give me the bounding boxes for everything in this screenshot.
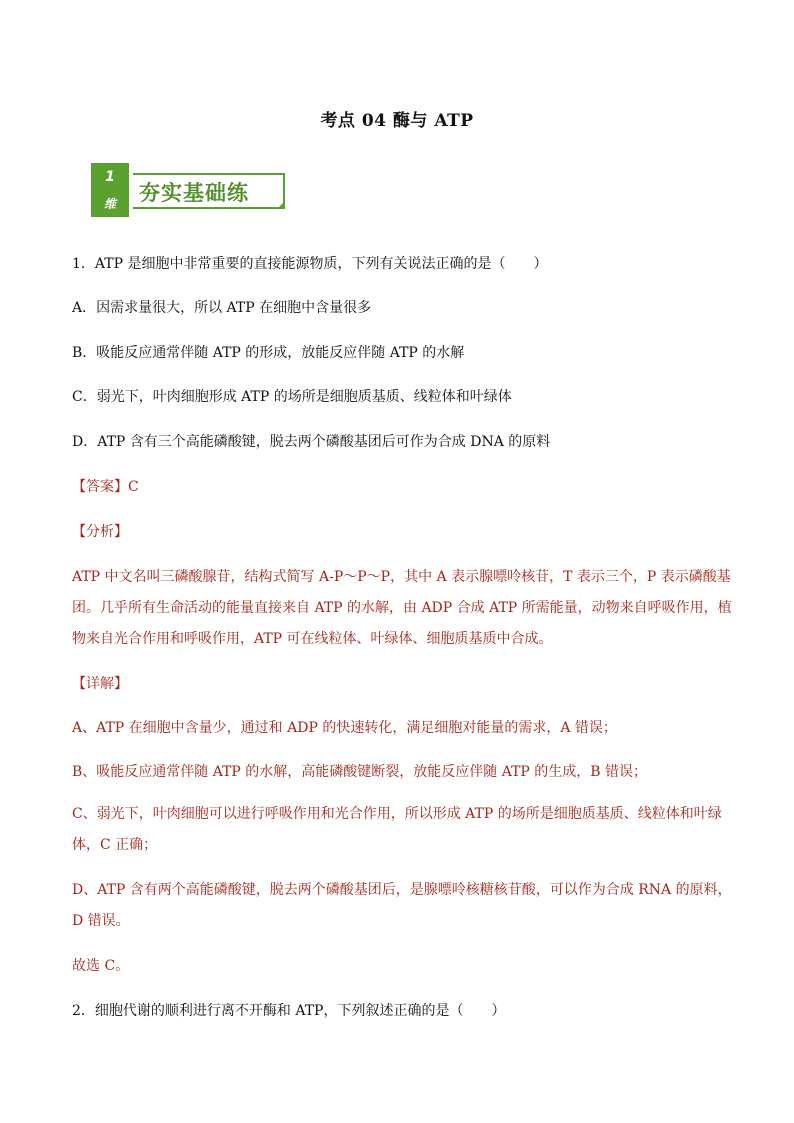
question-1-option-d: D．ATP 含有三个高能磷酸键，脱去两个磷酸基团后可作为合成 DNA 的原料 bbox=[72, 434, 551, 450]
detail-item-d: D、ATP 含有两个高能磷酸键，脱去两个磷酸基团后，是腺嘌呤核糖核苷酸，可以作为合成 RNA 的原料，D 错误。 bbox=[72, 882, 732, 929]
section-label-box bbox=[133, 173, 285, 209]
detail-item-c: C、弱光下，叶肉细胞可以进行呼吸作用和光合作用，所以形成 ATP 的场所是细胞质基质、线粒体和叶绿体，C 正确； bbox=[72, 806, 722, 853]
answer-value: C bbox=[128, 479, 139, 495]
conclusion: 故选 C。 bbox=[72, 958, 130, 974]
section-label: 夯实基础练 bbox=[139, 181, 249, 205]
question-1-option-c: C．弱光下，叶肉细胞形成 ATP 的场所是细胞质基质、线粒体和叶绿体 bbox=[72, 389, 512, 405]
section-badge bbox=[91, 163, 129, 217]
answer-label: 【答案】 bbox=[72, 479, 128, 495]
question-1-option-b: B．吸能反应通常伴随 ATP 的形成，放能反应伴随 ATP 的水解 bbox=[72, 345, 465, 361]
question-1-option-a: A．因需求量很大，所以 ATP 在细胞中含量很多 bbox=[72, 300, 372, 316]
detail-item-b: B、吸能反应通常伴随 ATP 的水解，高能磷酸键断裂，放能反应伴随 ATP 的生成，B 错误； bbox=[72, 764, 648, 780]
detail-item-a: A、ATP 在细胞中含量少，通过和 ADP 的快速转化，满足细胞对能量的需求，A 错误； bbox=[72, 720, 617, 736]
detail-label: 【详解】 bbox=[72, 676, 128, 692]
answer-line bbox=[72, 477, 732, 497]
question-1-stem: 1．ATP 是细胞中非常重要的直接能源物质，下列有关说法正确的是（ ） bbox=[72, 256, 548, 272]
page-title: 考点 04 酶与 ATP bbox=[320, 111, 474, 131]
corner-fold-icon bbox=[277, 201, 285, 209]
section-badge-text: 维 bbox=[103, 197, 116, 211]
question-2-stem: 2．细胞代谢的顺利进行离不开酶和 ATP，下列叙述正确的是（ ） bbox=[72, 1003, 506, 1019]
analysis-text: ATP 中文名叫三磷酸腺苷，结构式简写 A-P～P～P，其中 A 表示腺嘌呤核苷，T 表示三个，P 表示磷酸基团。几乎所有生命活动的能量直接来自 ATP 的水解，由 ADP 合成 ATP 所需能量，动物来自呼吸作用，植物来自光合作用和呼吸作用，ATP 可在线粒体、叶绿体、细胞质基质中合成。 bbox=[72, 569, 732, 647]
analysis-label: 【分析】 bbox=[72, 524, 128, 540]
section-number: 1 bbox=[105, 169, 115, 185]
section-banner bbox=[91, 163, 287, 219]
